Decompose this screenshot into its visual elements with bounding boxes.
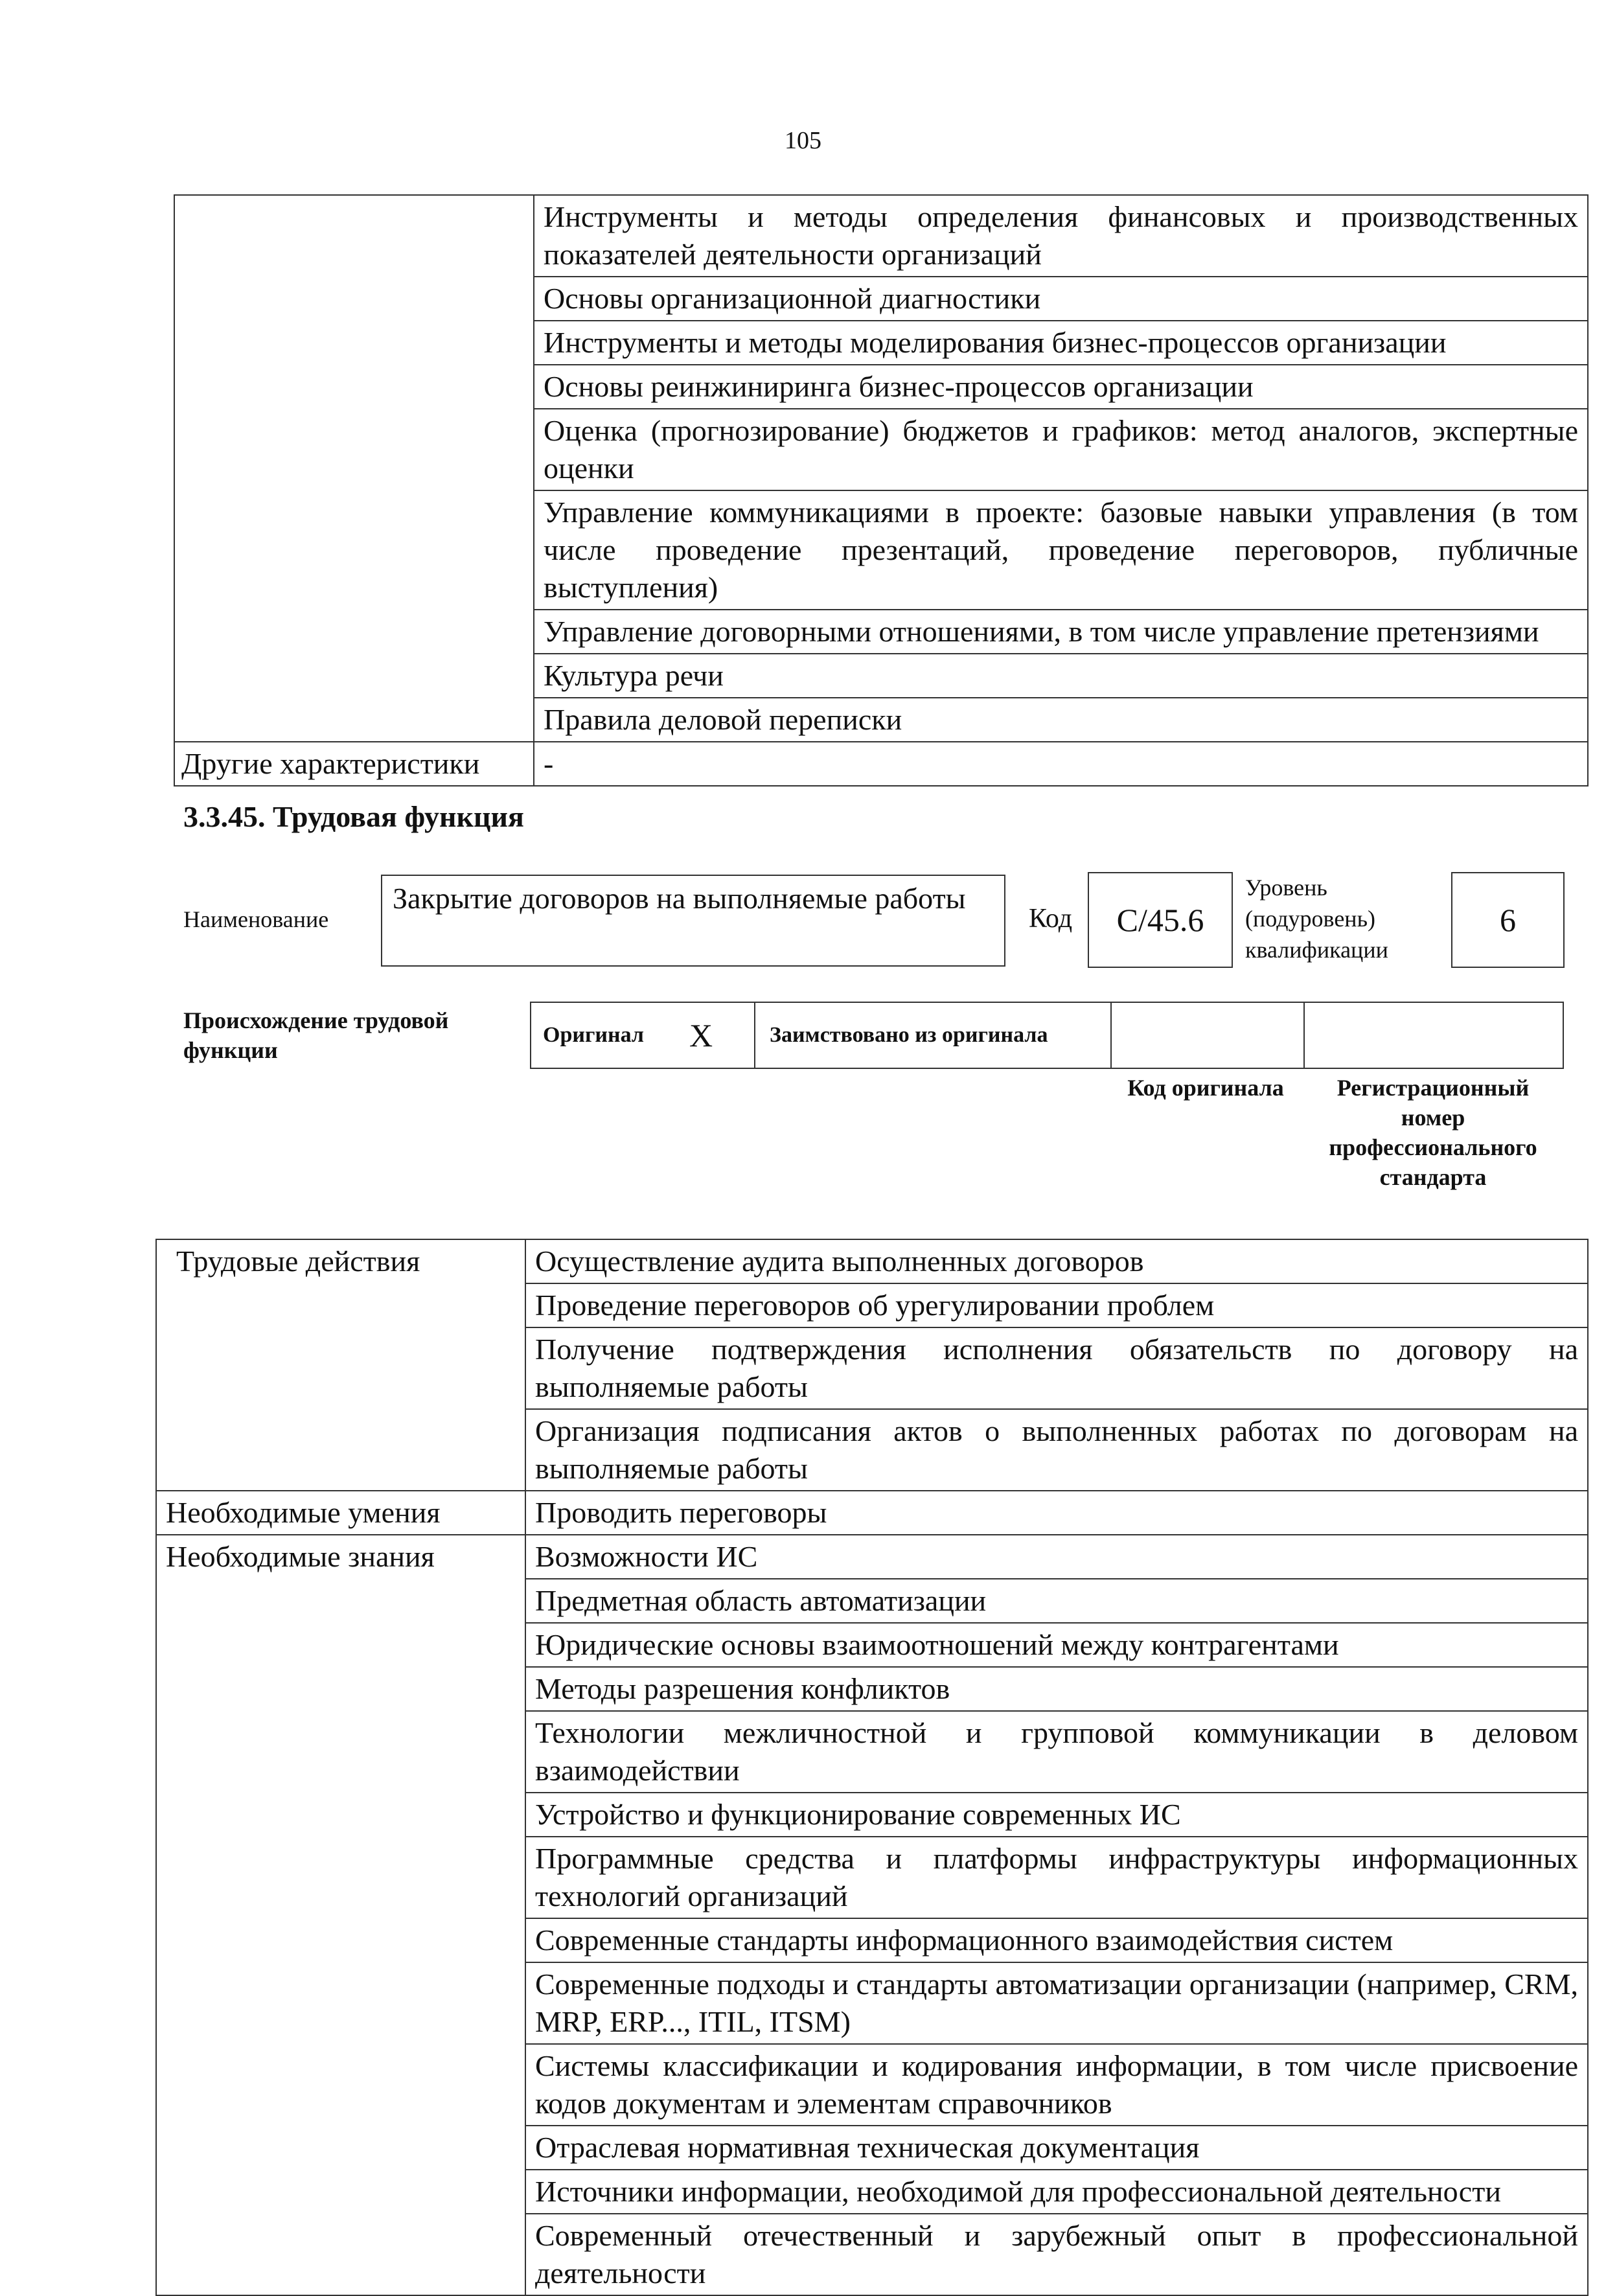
knowledge-item: Системы классификации и кодирования информации, в том числе присвоение кодов документам и элементам справочников	[525, 2044, 1588, 2126]
knowledge-item: Возможности ИС	[525, 1535, 1588, 1579]
level-label-line: (подуровень)	[1245, 906, 1375, 932]
level-label-line: Уровень	[1245, 875, 1327, 901]
knowledge-item: Методы разрешения конфликтов	[525, 1667, 1588, 1711]
action-item: Организация подписания актов о выполненных работах по договорам на выполняемые работы	[525, 1409, 1588, 1491]
function-name-value: Закрытие договоров на выполняемые работы	[393, 882, 966, 915]
knowledge-item: Управление договорными отношениями, в том числе управление претензиями	[534, 610, 1588, 654]
knowledge-item: Программные средства и платформы инфраструктуры информационных технологий организаций	[525, 1837, 1588, 1918]
knowledge-item: Технологии межличностной и групповой коммуникации в деловом взаимодействии	[525, 1711, 1588, 1793]
level-label-line: квалификации	[1245, 937, 1388, 963]
original-mark: X	[689, 1017, 713, 1053]
other-characteristics-label: Другие характеристики	[174, 742, 534, 786]
qualification-level-box	[1451, 872, 1565, 968]
borrowed-label: Заимствовано из оригинала	[755, 1003, 1112, 1068]
actions-label: Трудовые действия	[156, 1239, 525, 1491]
knowledge-item: Предметная область автоматизации	[525, 1579, 1588, 1623]
original-cell	[531, 1003, 755, 1068]
original-label: Оригинал	[543, 1023, 644, 1047]
table-row	[156, 1535, 1588, 1579]
function-table	[155, 1239, 1589, 2296]
function-code-value: C/45.6	[1116, 902, 1204, 938]
knowledge-item: Инструменты и методы моделирования бизнес-процессов организации	[534, 321, 1588, 365]
knowledge-item: Основы организационной диагностики	[534, 277, 1588, 321]
knowledge-item: Правила деловой переписки	[534, 698, 1588, 742]
knowledge-item: Современные подходы и стандарты автоматизации организации (например, CRM, MRP, ERP..., ITIL, ITSM)	[525, 1962, 1588, 2044]
knowledge-item: Инструменты и методы определения финансовых и производственных показателей деятельности организаций	[534, 195, 1588, 277]
knowledge-item: Оценка (прогнозирование) бюджетов и графиков: метод аналогов, экспертные оценки	[534, 409, 1588, 490]
original-code-caption: Код оригинала	[1127, 1075, 1284, 1101]
reg-number-caption: Регистрационный номер профессионального стандарта	[1329, 1075, 1537, 1190]
qualification-level-value: 6	[1500, 902, 1516, 938]
table-row	[156, 1491, 1588, 1535]
origin-row	[530, 1002, 1564, 1069]
table-cell-empty	[174, 195, 534, 742]
knowledge-item: Культура речи	[534, 654, 1588, 698]
table-row	[174, 742, 1588, 786]
table-row	[174, 195, 1588, 277]
knowledge-item: Основы реинжиниринга бизнес-процессов организации	[534, 365, 1588, 409]
level-label	[1245, 872, 1388, 965]
skill-item: Проводить переговоры	[525, 1491, 1588, 1535]
table-row	[156, 1239, 1588, 1283]
knowledge-label: Необходимые знания	[156, 1535, 525, 2295]
knowledge-table-continued	[174, 194, 1589, 786]
page-number: 105	[785, 127, 821, 154]
section-title: 3.3.45. Трудовая функция	[183, 800, 524, 833]
action-item: Осуществление аудита выполненных договоров	[525, 1239, 1588, 1283]
knowledge-item: Современные стандарты информационного взаимодействия систем	[525, 1918, 1588, 1962]
origin-label: Происхождение трудовой функции	[183, 1007, 449, 1063]
function-name-box	[381, 875, 1005, 967]
other-characteristics-value: -	[534, 742, 1588, 786]
function-code-box	[1088, 872, 1233, 968]
action-item: Получение подтверждения исполнения обязательств по договору на выполняемые работы	[525, 1327, 1588, 1409]
reg-number-cell	[1305, 1003, 1563, 1068]
knowledge-item: Устройство и функционирование современных ИС	[525, 1793, 1588, 1837]
knowledge-item: Источники информации, необходимой для профессиональной деятельности	[525, 2170, 1588, 2214]
code-label: Код	[1029, 904, 1073, 934]
knowledge-item: Управление коммуникациями в проекте: базовые навыки управления (в том числе проведение презентаций, проведение переговоров, публичные выступления)	[534, 490, 1588, 610]
knowledge-item: Современный отечественный и зарубежный опыт в профессиональной деятельности	[525, 2214, 1588, 2295]
action-item: Проведение переговоров об урегулировании проблем	[525, 1283, 1588, 1327]
knowledge-item: Отраслевая нормативная техническая документация	[525, 2126, 1588, 2170]
original-code-cell	[1112, 1003, 1305, 1068]
knowledge-item: Юридические основы взаимоотношений между контрагентами	[525, 1623, 1588, 1667]
name-label: Наименование	[183, 906, 329, 932]
skills-label: Необходимые умения	[156, 1491, 525, 1535]
